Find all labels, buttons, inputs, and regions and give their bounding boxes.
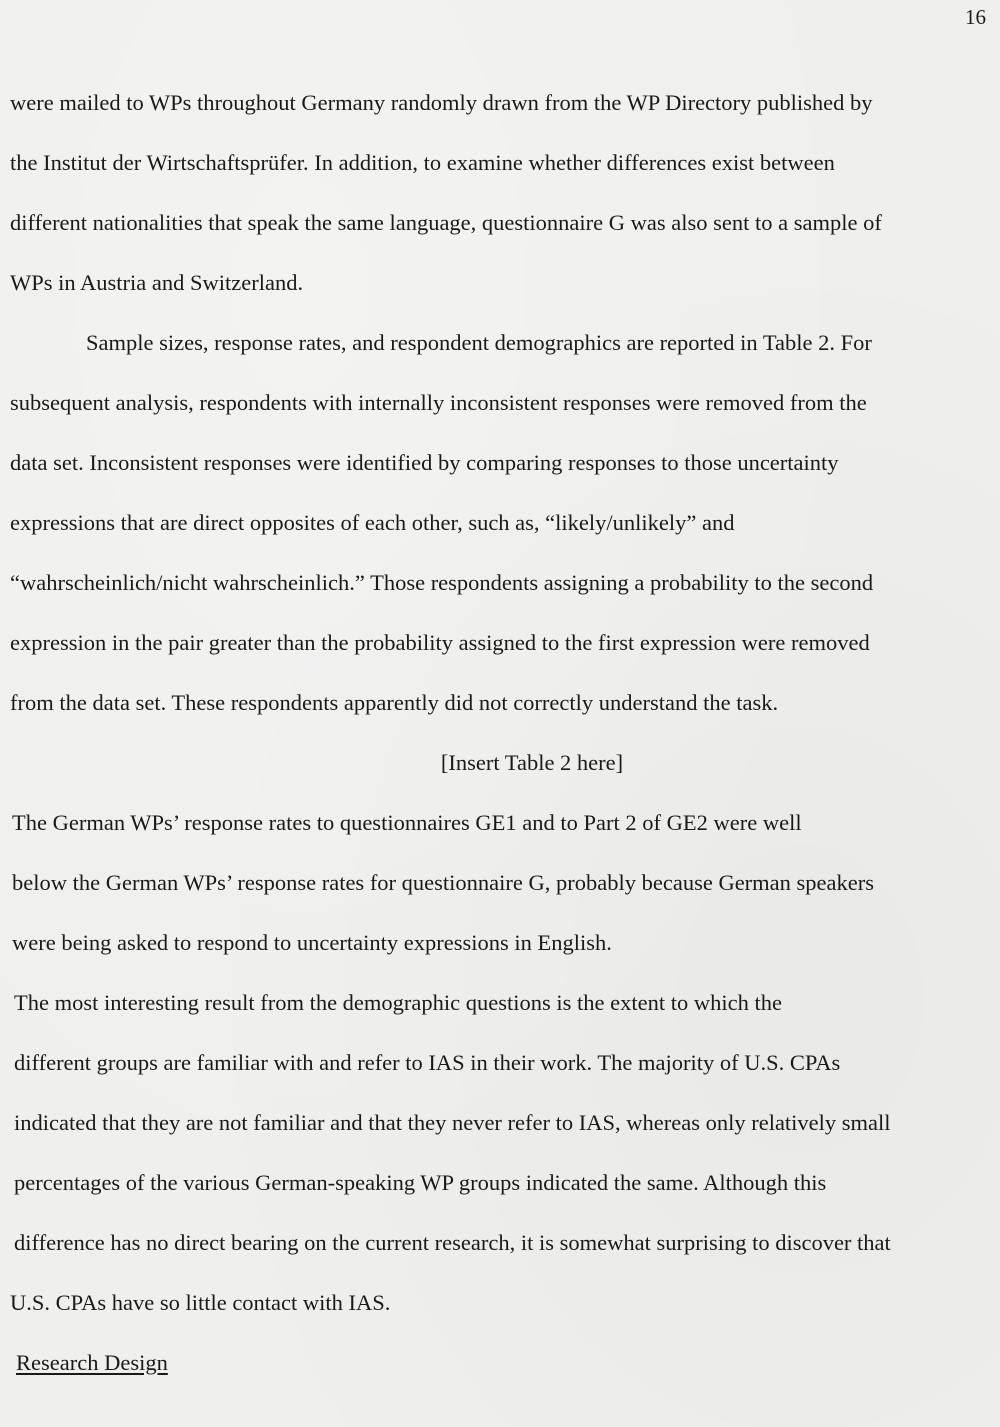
- text-line: data set. Inconsistent responses were identified by comparing responses to those uncertainty: [10, 450, 839, 475]
- text-line: indicated that they are not familiar and that they never refer to IAS, whereas only relatively small: [14, 1110, 891, 1135]
- body-text: [10, 73, 994, 1393]
- section-heading: Research Design: [16, 1350, 168, 1375]
- text-line: percentages of the various German-speaking WP groups indicated the same. Although this: [14, 1170, 827, 1195]
- text-line: U.S. CPAs have so little contact with IAS.: [10, 1290, 391, 1315]
- text-line: difference has no direct bearing on the current research, it is somewhat surprising to discover that: [14, 1230, 891, 1255]
- text-line: WPs in Austria and Switzerland.: [10, 270, 304, 295]
- text-line: from the data set. These respondents apparently did not correctly understand the task.: [10, 690, 779, 715]
- text-line: different groups are familiar with and refer to IAS in their work. The majority of U.S. CPAs: [14, 1050, 841, 1075]
- paragraph-start-line: The German WPs’ response rates to questionnaires GE1 and to Part 2 of GE2 were well: [12, 810, 802, 835]
- text-line: “wahrscheinlich/nicht wahrscheinlich.” Those respondents assigning a probability to the second: [10, 570, 874, 595]
- table-placeholder: [Insert Table 2 here]: [440, 750, 624, 775]
- text-line: the Institut der Wirtschaftsprüfer. In addition, to examine whether differences exist between: [10, 150, 835, 175]
- text-line: subsequent analysis, respondents with internally inconsistent responses were removed from the: [10, 390, 867, 415]
- page-number: 16: [965, 5, 986, 29]
- text-line: expressions that are direct opposites of each other, such as, “likely/unlikely” and: [10, 510, 735, 535]
- text-line: below the German WPs’ response rates for questionnaire G, probably because German speakers: [12, 870, 874, 895]
- paragraph-start-line: Sample sizes, response rates, and respondent demographics are reported in Table 2. For: [86, 330, 872, 355]
- text-line: were being asked to respond to uncertainty expressions in English.: [12, 930, 612, 955]
- text-line: expression in the pair greater than the probability assigned to the first expression were removed: [10, 630, 870, 655]
- text-line: different nationalities that speak the same language, questionnaire G was also sent to a sample of: [10, 210, 882, 235]
- text-line: were mailed to WPs throughout Germany randomly drawn from the WP Directory published by: [10, 90, 873, 115]
- paragraph-start-line: The most interesting result from the demographic questions is the extent to which the: [14, 990, 782, 1015]
